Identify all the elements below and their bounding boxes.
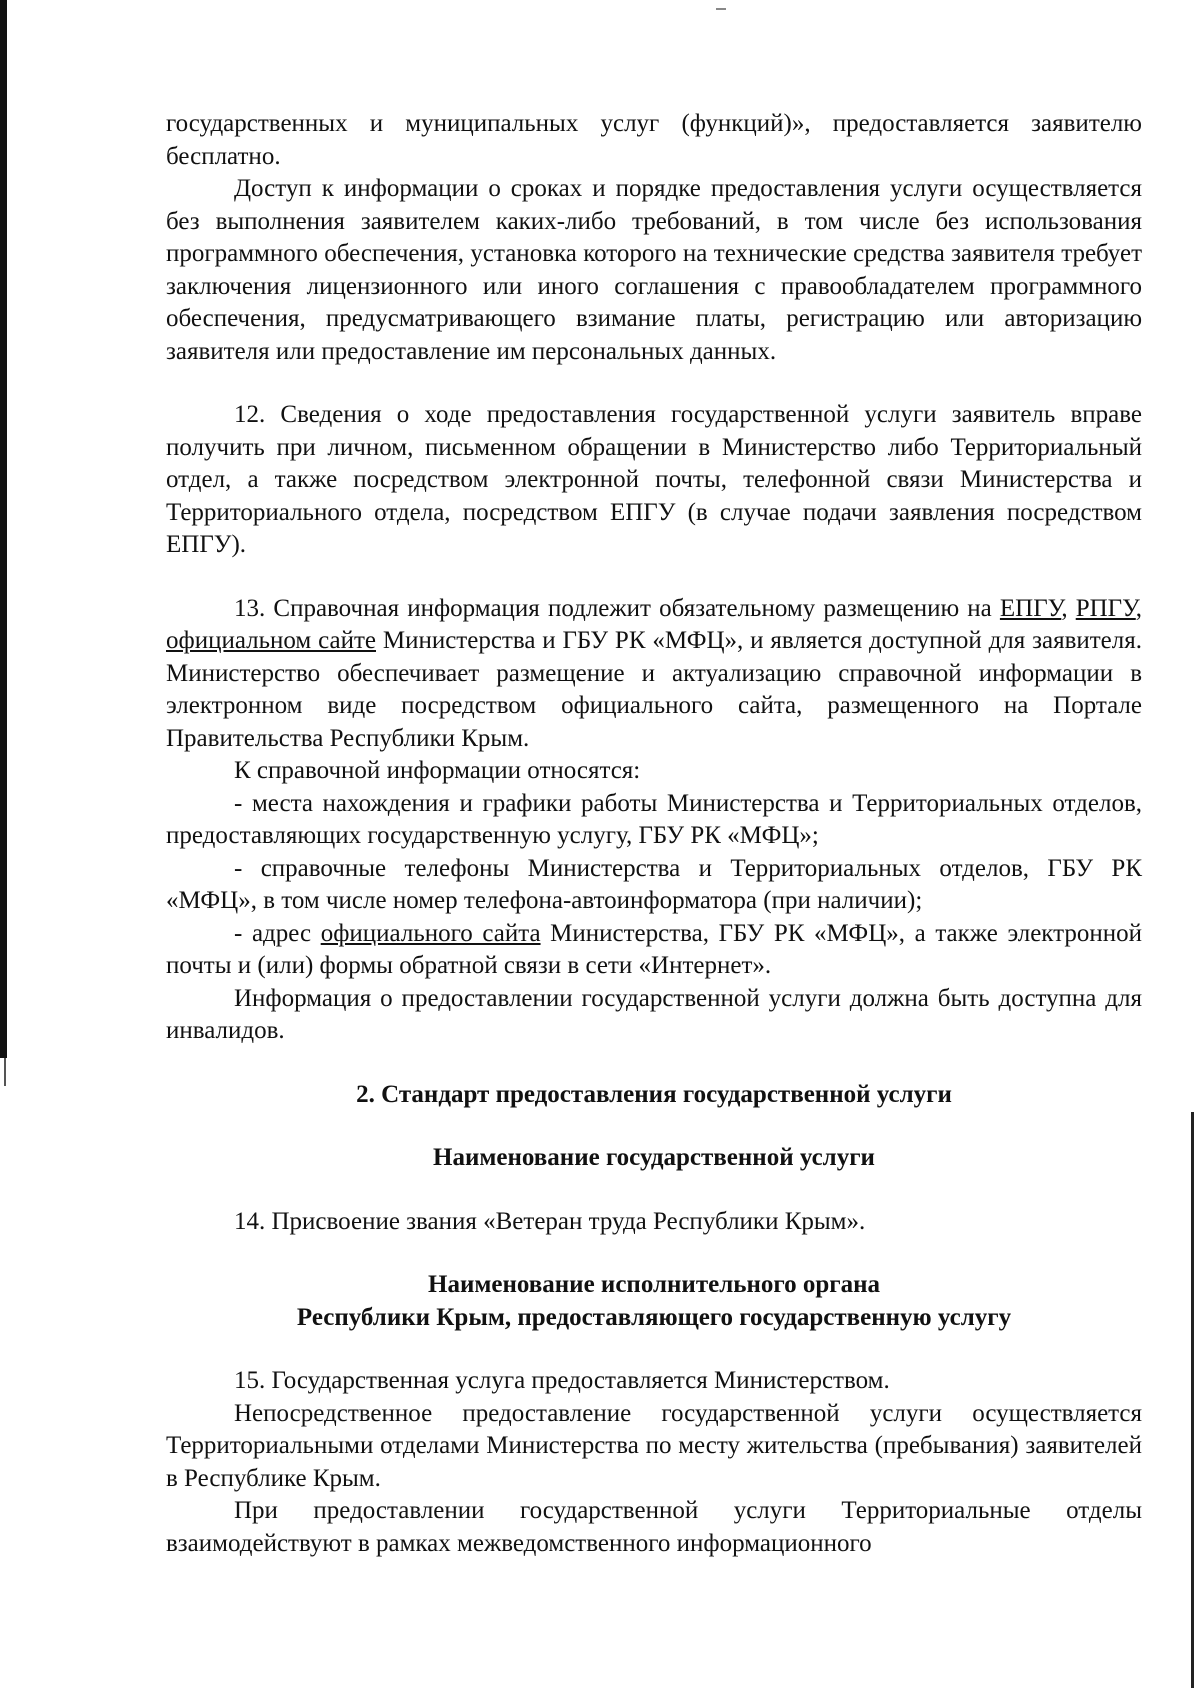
document-body — [166, 108, 1142, 1560]
scan-speck — [716, 8, 726, 10]
spacer — [166, 562, 1142, 593]
spacer — [166, 368, 1142, 399]
section-title: 2. Стандарт предоставления государственной услуги — [356, 1080, 952, 1108]
paragraph-12: 12. Сведения о ходе предоставления государственной услуги заявитель вправе получить при личном, письменном обращении в Министерство либо Территориальный отдел, а также посредством электронной почты, телефонной связи Министерства и Территориального отдела, посредством ЕПГУ (в случае подачи заявления посредством ЕПГУ). — [166, 401, 1142, 558]
spacer — [166, 1111, 1142, 1142]
paragraph-15: 15. Государственная услуга предоставляется Министерством. — [234, 1367, 890, 1394]
list-item-website — [166, 918, 1142, 983]
scan-edge-left — [0, 0, 7, 1058]
scan-edge-right — [1191, 1112, 1194, 1688]
list-item-locations: - места нахождения и графики работы Министерства и Территориальных отделов, предоставляющих государственную услугу, ГБУ РК «МФЦ»; — [166, 789, 1142, 849]
subtitle-org-line-2: Республики Крым, предоставляющего государственную услугу — [296, 1303, 1012, 1331]
link-official-site[interactable]: официальном сайте — [166, 627, 376, 654]
link-rpgu[interactable]: РПГУ — [1075, 594, 1136, 622]
spacer — [166, 1048, 1142, 1079]
paragraph-reference-intro: К справочной информации относятся: — [234, 757, 641, 784]
list-item-website-lead: - адрес — [234, 919, 321, 947]
link-epgu[interactable]: ЕПГУ — [999, 594, 1062, 622]
link-official-site-2[interactable]: официального сайта — [320, 919, 541, 947]
spacer — [166, 1175, 1142, 1206]
paragraph-access: Доступ к информации о сроках и порядке предоставления услуги осуществляется без выполнения заявителем каких-либо требований, в том числе без использования программного обеспечения, установка которого на технические средства заявителя требует заключения лицензионного или иного соглашения с правообладателем программного обеспечения, предусматривающего взимание платы, регистрацию или авторизацию заявителя или предоставление им персональных данных. — [166, 175, 1142, 365]
paragraph-disabled-access: Информация о предоставлении государственной услуги должна быть доступна для инвалидов. — [166, 984, 1142, 1044]
spacer — [166, 1238, 1142, 1269]
paragraph-direct-provision: Непосредственное предоставление государственной услуги осуществляется Территориальными отделами Министерства по месту жительства (пребывания) заявителей в Республике Крым. — [166, 1399, 1142, 1492]
paragraph-13 — [166, 593, 1142, 756]
paragraph-intro: государственных и муниципальных услуг (функций)», предоставляется заявителю бесплатно. — [166, 110, 1142, 170]
list-item-phones: - справочные телефоны Министерства и Территориальных отделов, ГБУ РК «МФЦ», в том числе номер телефона-автоинформатора (при наличии); — [166, 854, 1142, 914]
scan-edge-left-fragment — [4, 1058, 6, 1086]
list-item-website-tail: Министерства, ГБУ РК «МФЦ», а также электронной почты и (или) формы обратной связи в сети «Интернет». — [166, 919, 1142, 979]
separator: , — [1135, 594, 1143, 622]
spacer — [166, 1334, 1142, 1365]
paragraph-interaction: При предоставлении государственной услуги Территориальные отделы взаимодействуют в рамках межведомственного информационного — [166, 1497, 1142, 1557]
separator: , — [1061, 594, 1076, 622]
subtitle-service-name: Наименование государственной услуги — [433, 1144, 875, 1171]
paragraph-13-tail: Министерства и ГБУ РК «МФЦ», и является доступной для заявителя. Министерство обеспечивает размещение и актуализацию справочной информации в электронном виде посредством официального сайта, размещенного на Портале Правительства Республики Крым. — [166, 627, 1142, 752]
paragraph-13-lead: 13. Справочная информация подлежит обязательному размещению на — [234, 594, 1000, 622]
subtitle-org-line-1: Наименование исполнительного органа — [428, 1271, 880, 1298]
paragraph-14: 14. Присвоение звания «Ветеран труда Республики Крым». — [234, 1207, 866, 1235]
